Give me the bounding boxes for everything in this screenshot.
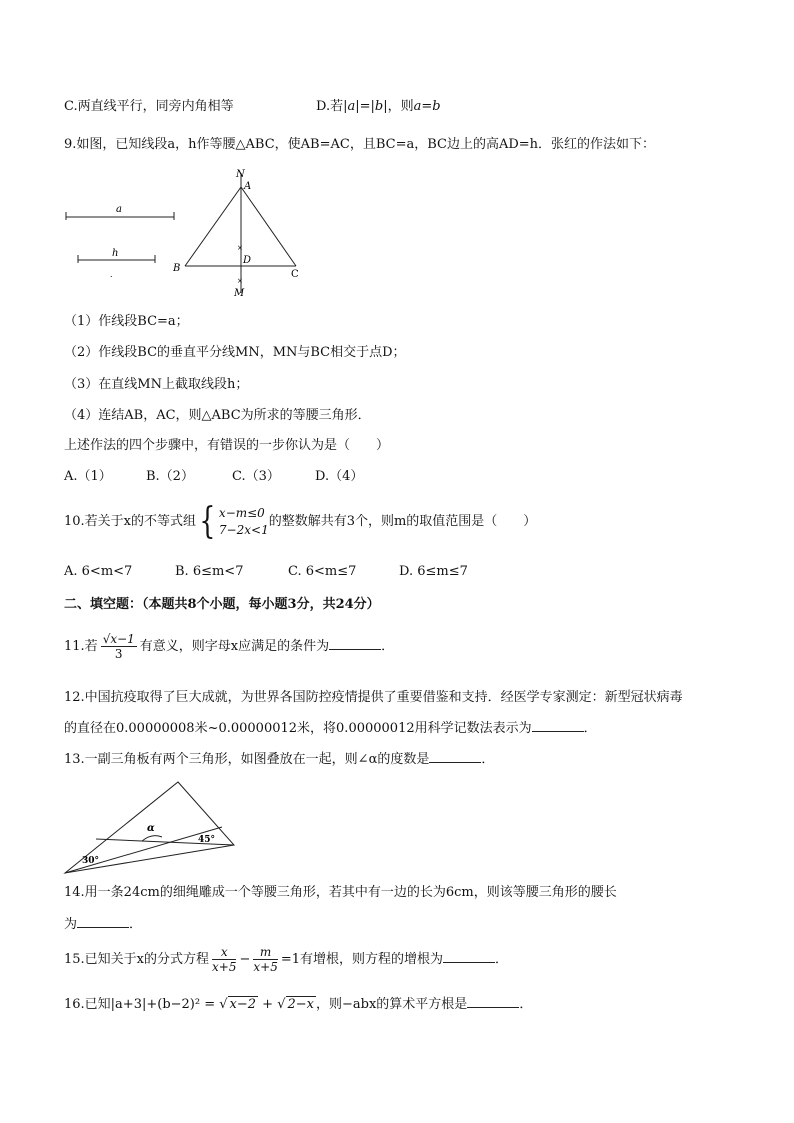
q11-prefix: 11.若 (64, 639, 98, 654)
q8-option-d (316, 98, 441, 116)
section-2-heading: 二、填空题：（本题共8个小题，每小题3分，共24分） (64, 597, 380, 612)
q16-end: ． (519, 997, 533, 1012)
label-h: h (112, 248, 119, 259)
label-c: C (291, 269, 299, 280)
q8-option-c: C.两直线平行，同旁内角相等 (64, 99, 234, 114)
q15 (64, 940, 508, 980)
q9-step-4: （4）连结AB，AC，则△ABC为所求的等腰三角形． (64, 408, 371, 423)
q9-step-3: （3）在直线MN上截取线段h； (64, 377, 249, 392)
q11-answer-blank[interactable] (329, 637, 381, 650)
q16-answer-blank[interactable] (467, 995, 519, 1008)
label-a: a (116, 204, 122, 215)
q9-step-2: （2）作线段BC的垂直平分线MN，MN与BC相交于点D； (64, 345, 406, 360)
q12-end: ． (583, 721, 597, 736)
q9-option-d: D.（4） (315, 469, 364, 484)
q16-radicand-1: x−2 (229, 997, 257, 1012)
q14-answer-blank[interactable] (77, 915, 129, 928)
q14-end: ． (129, 917, 143, 932)
q10-system (219, 505, 269, 539)
q12-line-2 (64, 719, 597, 738)
q10-ineq-2: 7−2x<1 (218, 522, 269, 537)
q8-d-text: D.若| (316, 99, 348, 114)
q15-fraction-2 (253, 945, 277, 974)
label-45: 45° (198, 835, 216, 845)
q10-option-b: B. 6≤m<7 (175, 564, 244, 579)
q10-suffix: 的整数解共有3个，则m的取值范围是（ ） (268, 514, 537, 529)
q10-option-c: C. 6<m≤7 (288, 564, 357, 579)
side-ab (185, 187, 241, 266)
q15-prefix: 15.已知关于x的分式方程 (64, 952, 210, 967)
q15-eq: =1有增根，则方程的增根为 (280, 952, 444, 967)
q16-sqrt-2: √ 2−x (277, 997, 315, 1012)
q14-text: 为 (64, 917, 78, 932)
label-d: D (243, 255, 252, 266)
q12-text: 的直径在0.00000008米~0.00000012米，将0.00000012用科学记数法表示为 (64, 721, 532, 736)
q11-end: ． (381, 639, 395, 654)
q11 (64, 627, 394, 667)
q9-option-c: C.（3） (232, 469, 280, 484)
arc-mark-lower: × (237, 277, 243, 285)
q15-f1-numerator: x (212, 945, 236, 960)
q10-option-a: A. 6<m<7 (64, 564, 133, 579)
label-b: B (173, 263, 181, 274)
q11-suffix: 有意义，则字母x应满足的条件为 (139, 639, 330, 654)
q11-fraction (101, 632, 137, 661)
q16-radicand-2: 2−x (287, 997, 315, 1012)
q16-sqrt-1: √ x−2 (219, 997, 257, 1012)
q15-minus: − (239, 952, 251, 967)
label-m: M (234, 288, 245, 299)
q9-step-1: （1）作线段BC=a； (64, 314, 189, 329)
q10-prefix: 10.若关于x的不等式组 (64, 514, 197, 529)
q8-d-text3: |，则 (383, 99, 414, 114)
q11-numerator: √x−1 (102, 632, 135, 646)
label-alpha: α (147, 823, 155, 834)
q10-option-d: D. 6≤m≤7 (399, 564, 468, 579)
q8-d-var-b: b (374, 99, 384, 114)
dot-mark: . (110, 270, 113, 279)
q13-answer-blank[interactable] (429, 750, 481, 763)
q15-f2-denominator: x+5 (253, 960, 278, 974)
q13-text: 13.一副三角板有两个三角形，如图叠放在一起，则∠α的度数是 (64, 752, 430, 767)
hypotenuse-30 (65, 827, 222, 873)
q10-brace: { (199, 500, 216, 542)
q12-answer-blank[interactable] (532, 719, 584, 732)
label-n: N (236, 169, 245, 180)
q13-figure (60, 775, 242, 875)
q15-f2-numerator: m (253, 945, 277, 960)
q16 (64, 995, 532, 1014)
q15-f1-denominator: x+5 (212, 960, 237, 974)
q8-d-eq: a=b (413, 99, 441, 114)
q8-d-text2: |=| (355, 99, 375, 114)
q16-prefix: 16.已知|a+3|+(b−2)² = (64, 997, 220, 1012)
arc-mark-upper: × (237, 244, 243, 252)
q13-end: ． (481, 752, 495, 767)
q12-line-1: 12.中国抗疫取得了巨大成就，为世界各国防控疫情提供了重要借鉴和支持．经医学专家测定：新型冠状病毒 (64, 690, 683, 705)
label-a-point: A (244, 181, 252, 192)
q9-option-b: B.（2） (146, 469, 194, 484)
q16-plus: + (258, 997, 278, 1012)
q15-fraction-1 (212, 945, 236, 974)
q8-d-var-a: a (347, 99, 356, 114)
q13-stem (64, 750, 494, 769)
alpha-arc (142, 836, 162, 841)
q9-stem: 9.如图，已知线段a，h作等腰△ABC，使AB=AC，且BC=a，BC边上的高AD=h．张红的作法如下： (64, 137, 656, 152)
label-30: 30° (82, 856, 100, 866)
q11-denominator: 3 (114, 647, 123, 661)
q10-stem (64, 502, 536, 542)
q14-line-2 (64, 915, 142, 934)
q15-end: ． (495, 952, 509, 967)
q16-suffix: ，则−abx的算术平方根是 (316, 997, 468, 1012)
q9-option-a: A.（1） (64, 469, 112, 484)
q10-ineq-1: x−m≤0 (218, 505, 265, 520)
q9-figure (60, 165, 320, 300)
q15-answer-blank[interactable] (443, 950, 495, 963)
q9-question: 上述作法的四个步骤中，有错误的一步你认为是（ ） (64, 438, 390, 453)
q14-line-1: 14.用一条24cm的细绳雕成一个等腰三角形，若其中有一边的长为6cm，则该等腰三角形的腰长 (64, 885, 617, 900)
